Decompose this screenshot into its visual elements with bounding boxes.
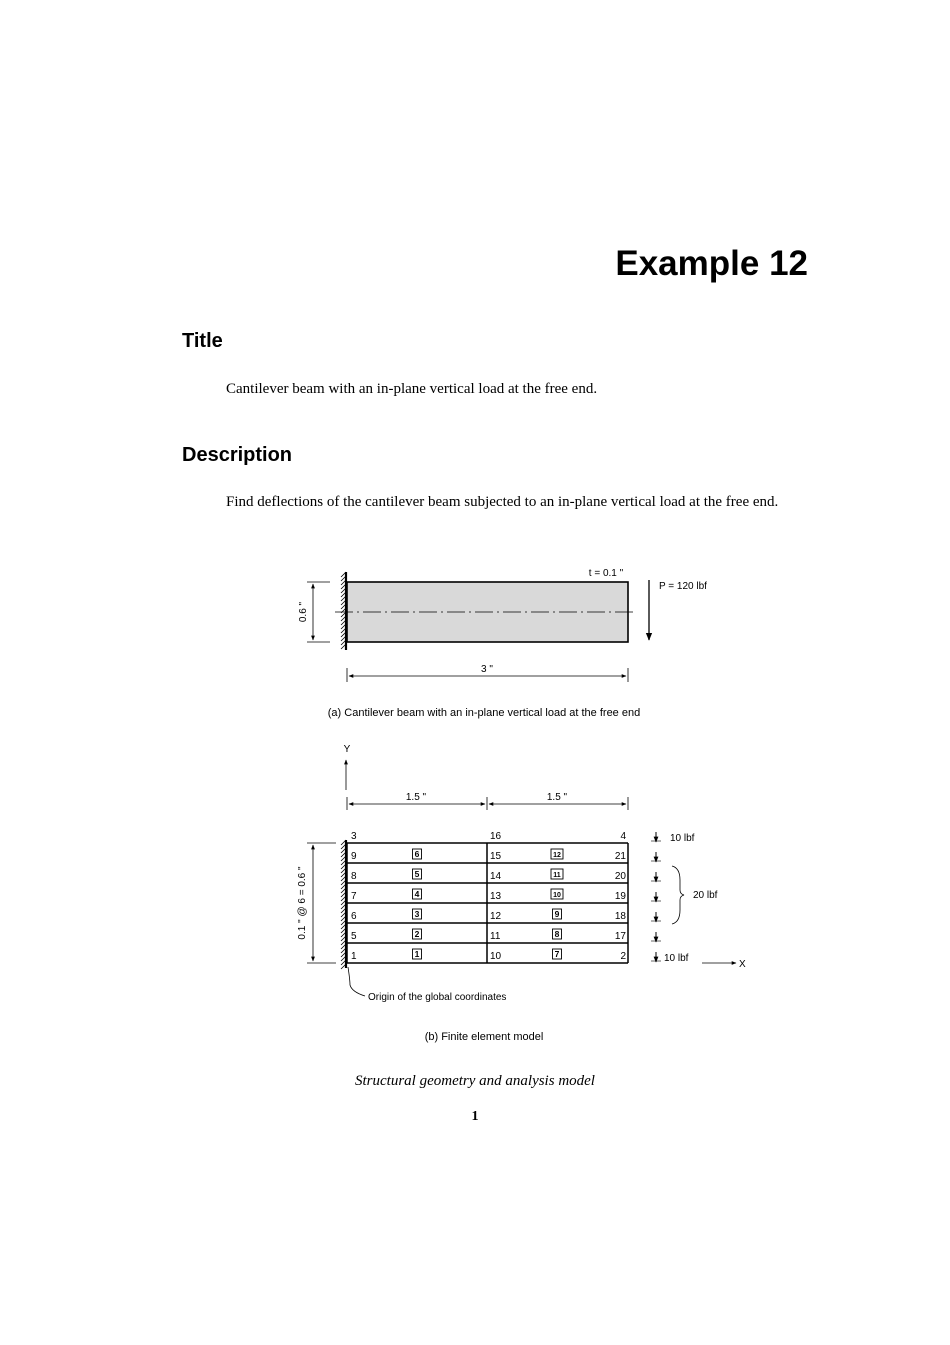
element-label: 9: [554, 909, 560, 919]
node-label: 18: [614, 911, 626, 922]
figure-caption: Structural geometry and analysis model: [355, 1073, 595, 1089]
node-label: 2: [620, 951, 626, 962]
mid-load-brace: [672, 866, 684, 924]
node-label: 11: [490, 931, 501, 942]
element-label: 10: [553, 892, 561, 899]
top-load-label: 10 lbf: [670, 833, 695, 844]
caption-part-b: (b) Finite element model: [424, 1031, 544, 1043]
x-axis-label: X: [739, 959, 746, 970]
node-label: 3: [351, 831, 357, 842]
title-section-heading: Title: [182, 330, 223, 352]
height-label-a: 0.6 ": [298, 601, 309, 623]
part-b-drawing: [297, 744, 746, 1043]
element-label: 7: [554, 949, 560, 959]
node-label: 10: [490, 951, 502, 962]
node-label: 16: [490, 831, 502, 842]
length-label-a: 3 ": [481, 664, 493, 675]
element-label: 2: [414, 929, 420, 939]
node-label: 6: [351, 911, 357, 922]
node-label: 1: [351, 951, 357, 962]
element-label: 6: [414, 849, 420, 859]
node-label: 15: [490, 851, 502, 862]
origin-note: Origin of the global coordinates: [368, 992, 507, 1003]
node-label: 13: [490, 891, 502, 902]
element-label: 12: [553, 852, 561, 859]
structural-figure: [280, 560, 760, 1060]
node-label: 4: [620, 831, 626, 842]
node-label: 19: [614, 891, 626, 902]
mid-load-label: 20 lbf: [693, 890, 718, 901]
finite-element-mesh: [347, 831, 628, 963]
dimension-right-label: 1.5 ": [546, 792, 568, 803]
node-label: 9: [351, 851, 357, 862]
node-label: 20: [614, 871, 626, 882]
element-label: 3: [414, 909, 420, 919]
element-label: 5: [414, 869, 420, 879]
node-label: 5: [351, 931, 357, 942]
node-label: 21: [614, 851, 626, 862]
thickness-label: t = 0.1 ": [588, 568, 624, 579]
element-label: 4: [414, 889, 420, 899]
element-label: 8: [554, 929, 560, 939]
node-label: 14: [490, 871, 502, 882]
example-heading: Example 12: [615, 244, 808, 283]
y-axis-label: Y: [343, 744, 351, 755]
element-label: 11: [553, 872, 561, 879]
height-label-b: 0.1 " @ 6 = 0.6 ": [297, 866, 308, 940]
description-section-heading: Description: [182, 444, 293, 466]
page-number: 1: [471, 1109, 479, 1124]
bottom-load-label: 10 lbf: [664, 953, 689, 964]
description-section-text: Find deflections of the cantilever beam subjected to an in-plane vertical load at the free end.: [226, 494, 779, 510]
node-label: 12: [490, 911, 502, 922]
node-label: 17: [614, 931, 626, 942]
load-label-a: P = 120 lbf: [659, 581, 707, 592]
nodal-loads: [651, 832, 661, 962]
node-label: 8: [351, 871, 357, 882]
part-a-drawing: [298, 568, 707, 719]
title-section-text: Cantilever beam with an in-plane vertical load at the free end.: [226, 381, 598, 397]
node-label: 7: [351, 891, 357, 902]
element-label: 1: [414, 949, 420, 959]
figure-drawing: [280, 560, 760, 1060]
origin-leader: [348, 967, 365, 996]
caption-part-a: (a) Cantilever beam with an in-plane vertical load at the free end: [327, 707, 641, 719]
dimension-left-label: 1.5 ": [405, 792, 427, 803]
